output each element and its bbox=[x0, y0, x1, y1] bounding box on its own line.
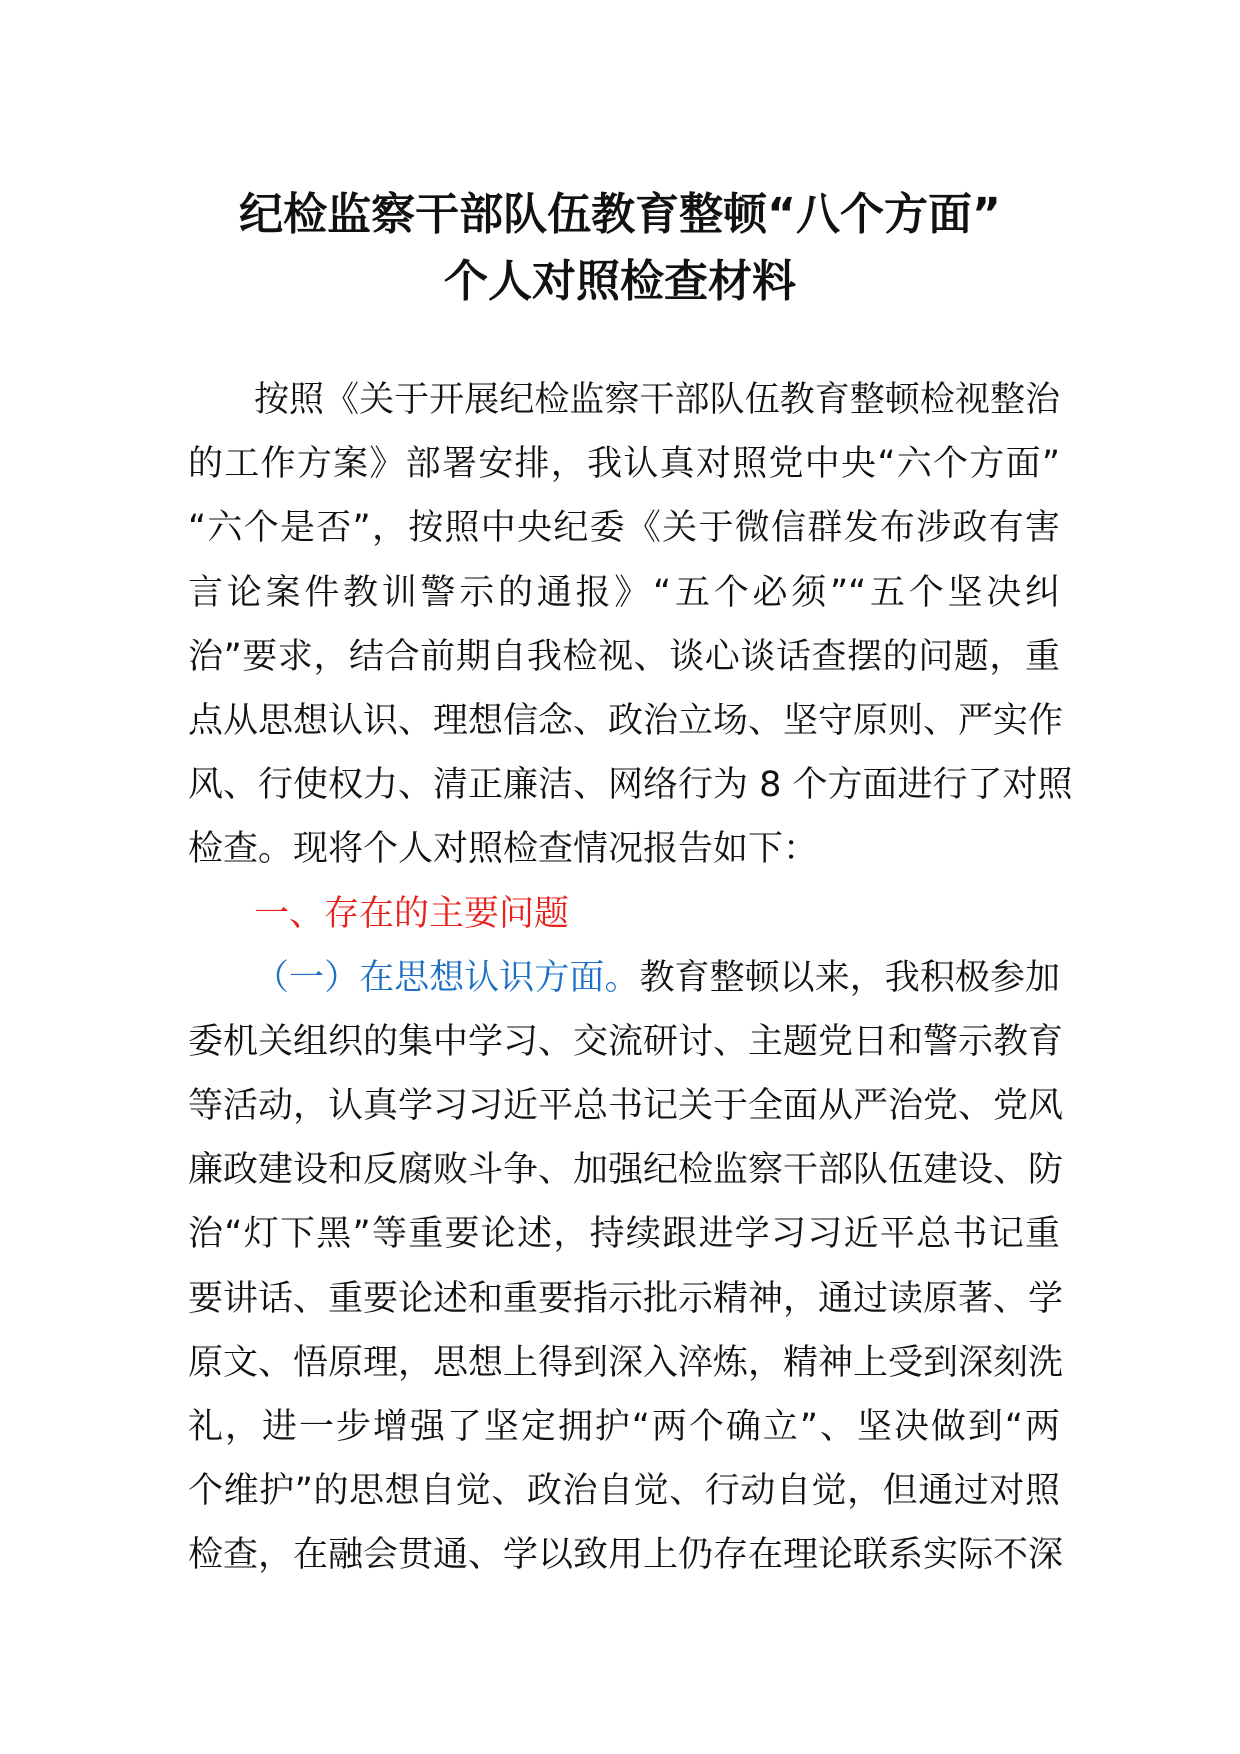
text-line: 廉政建设和反腐败斗争、加强纪检监察干部队伍建设、防 bbox=[188, 1150, 1064, 1191]
text-line: 点从思想认识、理想信念、政治立场、坚守原则、严实作 bbox=[188, 700, 1064, 741]
paragraph-subsection-1 bbox=[188, 946, 1064, 1588]
text-line: 礼，进一步增强了坚定拥护“两个确立”、坚决做到“两 bbox=[188, 1407, 1060, 1447]
text-line: 的工作方案》部署安排，我认真对照党中央“六个方面” bbox=[188, 444, 1060, 485]
text-line: 言论案件教训警示的通报》“五个必须”“五个坚决纠 bbox=[188, 572, 1060, 613]
text-line: 要讲话、重要论述和重要指示批示精神，通过读原著、学 bbox=[188, 1278, 1064, 1319]
text-line: 按照《关于开展纪检监察干部队伍教育整顿检视整治 bbox=[254, 380, 1060, 420]
text-line: 检查。现将个人对照检查情况报告如下： bbox=[188, 829, 819, 870]
subsection-heading: （一）在思想认识方面。 bbox=[254, 957, 640, 998]
text-line: “六个是否”，按照中央纪委《关于微信群发布涉政有害 bbox=[188, 508, 1060, 549]
text-line: 治“灯下黑”等重要论述，持续跟进学习习近平总书记重 bbox=[188, 1214, 1060, 1255]
document-body bbox=[188, 368, 1073, 1588]
text-line: 委机关组织的集中学习、交流研讨、主题党日和警示教育 bbox=[188, 1021, 1064, 1062]
text-line: 原文、悟原理，思想上得到深入淬炼，精神上受到深刻洗 bbox=[188, 1342, 1064, 1383]
text-line: 检查，在融会贯通、学以致用上仍存在理论联系实际不深 bbox=[188, 1535, 1064, 1576]
document-title-line-1: 纪检监察干部队伍教育整顿“八个方面” bbox=[239, 189, 1001, 240]
paragraph-intro bbox=[188, 368, 1073, 882]
text-line: 风、行使权力、清正廉洁、网络行为 8 个方面进行了对照 bbox=[188, 765, 1073, 806]
subsection-first-line-text: 教育整顿以来，我积极参加 bbox=[639, 957, 1060, 998]
document-title-line-2: 个人对照检查材料 bbox=[444, 256, 796, 307]
section-heading: 一、存在的主要问题 bbox=[254, 893, 570, 934]
text-line: 治”要求，结合前期自我检视、谈心谈话查摆的问题，重 bbox=[188, 636, 1060, 677]
text-line: 个维护”的思想自觉、政治自觉、行动自觉，但通过对照 bbox=[188, 1471, 1060, 1512]
subsection-first-line bbox=[188, 946, 1060, 1010]
text-line: 等活动，认真学习习近平总书记关于全面从严治党、党风 bbox=[188, 1086, 1064, 1127]
